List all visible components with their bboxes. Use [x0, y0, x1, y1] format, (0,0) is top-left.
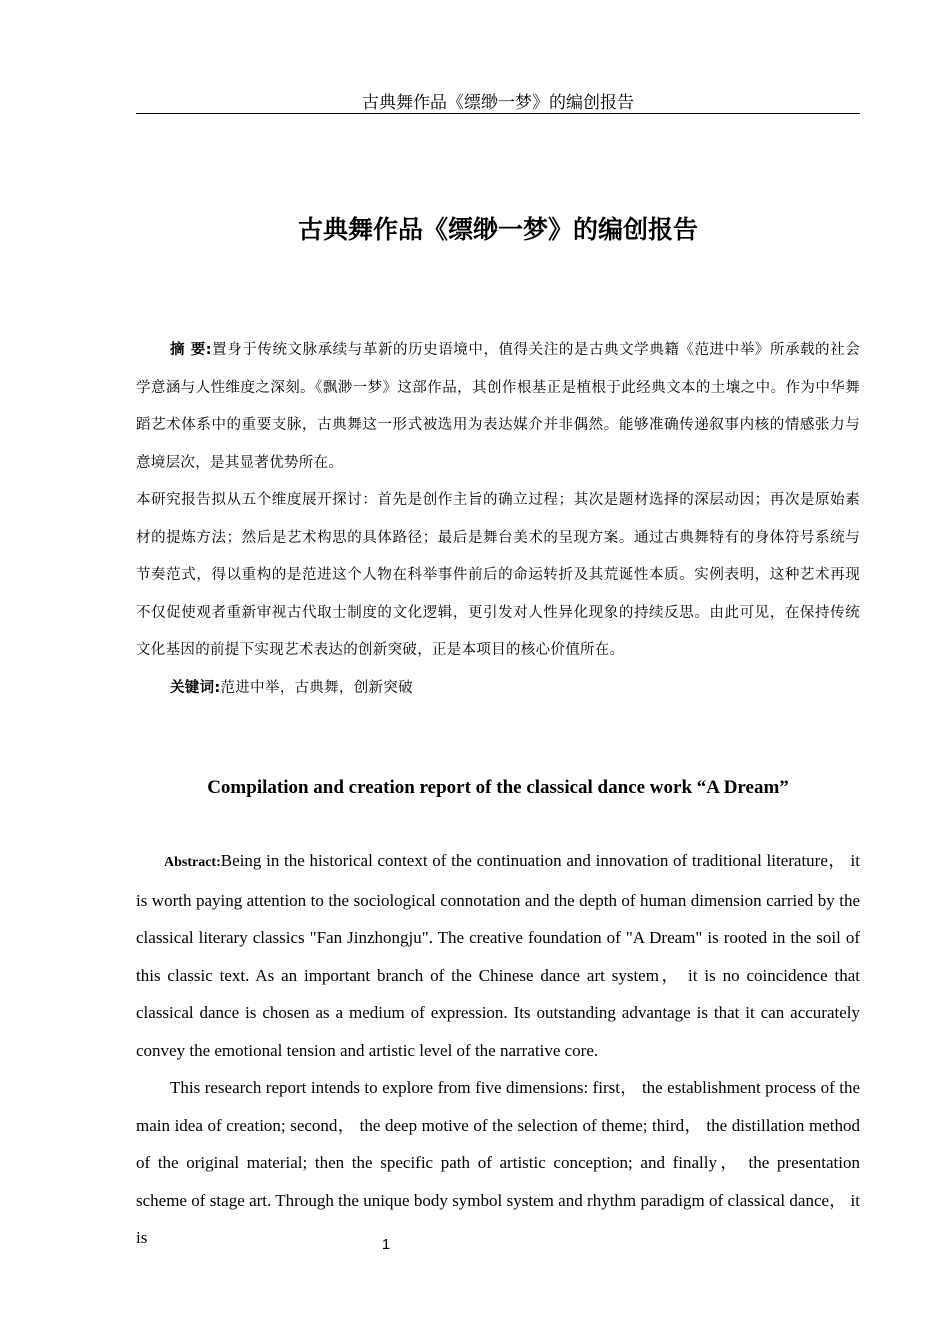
english-title: Compilation and creation report of the classical dance work “A Dream” — [207, 777, 789, 798]
english-abstract-paragraph-2: This research report intends to explore from five dimensions: first， the establishment process of the main idea of creation; second， the deep motive of the selection of theme; third， the distillation method of the original material; then the specific path of artistic conception; and finally， the presentation scheme of stage art. Through the unique body symbol system and rhythm paradigm of classical dance， it is — [136, 1078, 860, 1247]
chinese-abstract-paragraph-2: 本研究报告拟从五个维度展开探讨：首先是创作主旨的确立过程；其次是题材选择的深层动因；再次是原始素材的提炼方法；然后是艺术构思的具体路径；最后是舞台美术的呈现方案。通过古典舞特有的身体符号系统与节奏范式，得以重构的是范进这个人物在科举事件前后的命运转折及其荒诞性本质。实例表明，这种艺术再现不仅促使观者重新审视古代取士制度的文化逻辑，更引发对人性异化现象的持续反思。由此可见，在保持传统文化基因的前提下实现艺术表达的创新突破，正是本项目的核心价值所在。 — [136, 492, 860, 658]
chinese-abstract-text-1: 置身于传统文脉承续与革新的历史语境中，值得关注的是古典文学典籍《范进中举》所承载的社会学意涵与人性维度之深刻。《飘渺一梦》这部作品，其创作根基正是植根于此经典文本的土壤之中。作为中华舞蹈艺术体系中的重要支脉，古典舞这一形式被选用为表达媒介并非偶然。能够准确传递叙事内核的情感张力与意境层次，是其显著优势所在。 — [136, 342, 860, 471]
english-abstract-paragraph-1 — [136, 842, 860, 1069]
running-header: 古典舞作品《缥缈一梦》的编创报告 — [362, 93, 634, 113]
chinese-keywords-text: 范进中举，古典舞，创新突破 — [220, 679, 413, 696]
chinese-abstract — [136, 332, 860, 707]
chinese-keywords — [136, 670, 860, 708]
chinese-abstract-label: 摘 要: — [170, 342, 212, 358]
english-abstract-text-1: Being in the historical context of the continuation and innovation of traditional literature， it is worth paying attention to the sociological connotation and the depth of human dimension carried by the classical literary classics "Fan Jinzhongju". The creative foundation of "A Dream" is rooted in the soil of this classic text. As an important branch of the Chinese dance art system， it is no coincidence that classical dance is chosen as a medium of expression. Its outstanding advantage is that it can accurately convey the emotional tension and artistic level of the narrative core. — [136, 851, 860, 1060]
english-abstract — [136, 842, 860, 1257]
chinese-abstract-paragraph-1 — [136, 332, 860, 482]
page-number: 1 — [381, 1236, 391, 1253]
header-rule — [136, 113, 860, 114]
chinese-keywords-label: 关键词: — [170, 679, 221, 696]
english-abstract-label: Abstract: — [164, 855, 221, 870]
chinese-title: 古典舞作品《缥缈一梦》的编创报告 — [297, 215, 698, 244]
